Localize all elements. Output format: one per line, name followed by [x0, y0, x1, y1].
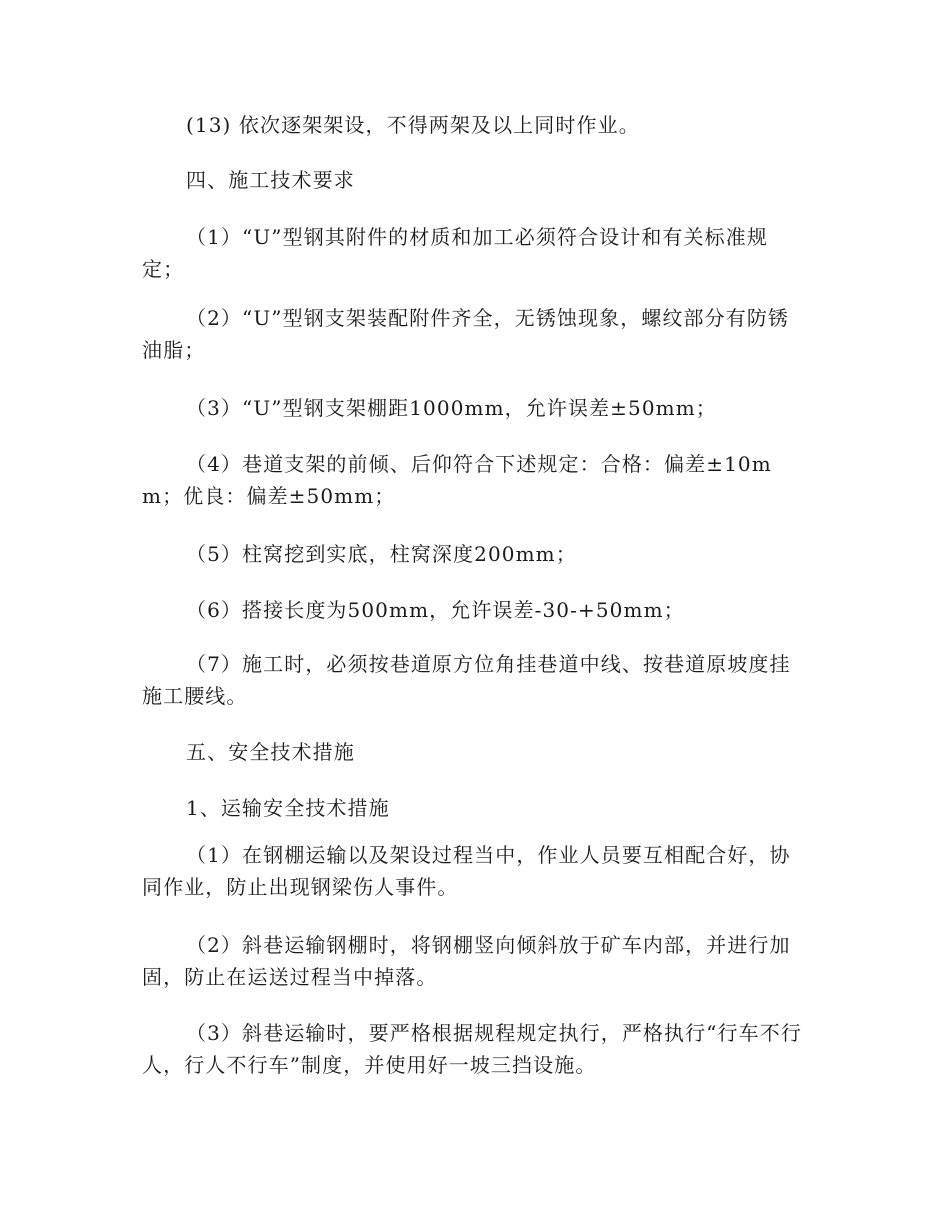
paragraph-requirement-6: （6）搭接长度为500mm，允许误差-30-+50mm； [186, 598, 685, 622]
subsection-heading-transport-safety: 1、运输安全技术措施 [186, 796, 390, 820]
paragraph-requirement-7: （7）施工时，必须按巷道原方位角挂巷道中线、按巷道原坡度挂施工腰线。 [142, 652, 791, 708]
paragraph-requirement-2: （2）“U”型钢支架装配附件齐全，无锈蚀现象，螺纹部分有防锈油脂； [142, 306, 790, 362]
section-heading-safety-measures: 五、安全技术措施 [186, 740, 355, 764]
paragraph-requirement-1: （1）“U”型钢其附件的材质和加工必须符合设计和有关标准规定； [142, 225, 768, 281]
paragraph-13-sequential-erection: (13) 依次逐架架设，不得两架及以上同时作业。 [186, 113, 640, 137]
paragraph-requirement-5: （5）柱窝挖到实底，柱窝深度200mm； [186, 542, 577, 566]
section-heading-construction-requirements: 四、施工技术要求 [186, 168, 355, 192]
paragraph-transport-2: （2）斜巷运输钢棚时，将钢棚竖向倾斜放于矿车内部，并进行加固，防止在运送过程当中掉落。 [142, 933, 791, 989]
paragraph-requirement-3: （3）“U”型钢支架棚距1000mm，允许误差±50mm； [186, 396, 717, 420]
paragraph-transport-3: （3）斜巷运输时，要严格根据规程规定执行，严格执行“行车不行人，行人不行车”制度，并使用好一坡三挡设施。 [142, 1021, 802, 1077]
paragraph-transport-1: （1）在钢棚运输以及架设过程当中，作业人员要互相配合好，协同作业，防止出现钢梁伤人事件。 [142, 843, 791, 899]
paragraph-requirement-4: （4）巷道支架的前倾、后仰符合下述规定：合格：偏差±10mm；优良：偏差±50mm； [142, 452, 772, 508]
